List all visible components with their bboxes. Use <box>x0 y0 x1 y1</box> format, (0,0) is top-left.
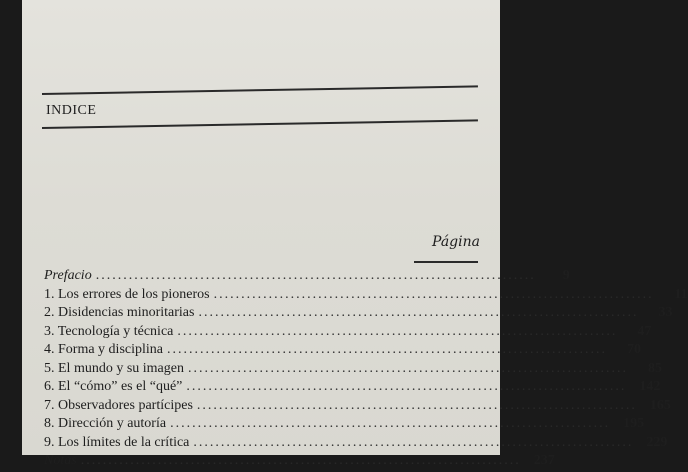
toc-entry-page: 70 <box>627 342 641 357</box>
toc-entry-page: 237 <box>533 453 555 468</box>
toc-entry-title: 5. El mundo y su imagen <box>44 360 184 376</box>
dot-leader: ................................................................................ <box>213 286 654 302</box>
toc-entry-page: 229 <box>646 434 668 450</box>
dot-leader: ................................................................................ <box>198 305 639 320</box>
toc-entry-title: 6. El “cómo” es el “qué” <box>44 379 183 394</box>
toc-entry <box>44 286 688 306</box>
toc-entry-title: 8. Dirección y autoría <box>44 416 167 431</box>
toc-entry <box>44 342 641 361</box>
bottom-rule <box>42 119 478 129</box>
toc-entry-page: 85 <box>648 360 662 376</box>
toc-entry-page: 47 <box>637 323 652 339</box>
toc-entry-title: 9. Los límites de la crítica <box>44 434 190 450</box>
dot-leader: ................................................................................ <box>186 379 627 394</box>
index-heading: INDICE <box>46 103 97 118</box>
dot-leader: ................................................................................ <box>80 453 521 468</box>
toc-entry-page: 9 <box>562 268 570 283</box>
top-rule <box>42 85 478 95</box>
page-column-header: Página <box>432 234 480 250</box>
toc-entry <box>44 397 671 417</box>
toc-entry <box>44 434 668 454</box>
toc-entry-title: Prefacio <box>44 268 92 283</box>
toc-entry <box>44 305 673 324</box>
toc-entry-title: 3. Tecnología y técnica <box>44 323 174 339</box>
dot-leader: ................................................................................ <box>95 268 536 283</box>
toc-entry-page: 11 <box>674 286 688 302</box>
toc-entry <box>44 416 645 435</box>
dot-leader: ................................................................................ <box>167 342 607 357</box>
dot-leader: ................................................................................ <box>177 323 618 339</box>
toc-entry <box>44 268 570 287</box>
dot-leader: ................................................................................ <box>193 434 634 450</box>
toc-entry-page: 195 <box>623 416 645 431</box>
toc-entry-title: 1. Los errores de los pioneros <box>44 286 210 302</box>
book-page <box>22 0 688 468</box>
toc-entry-page: 33 <box>658 305 673 320</box>
page-column-rule <box>414 261 478 263</box>
toc-entry <box>44 323 652 343</box>
toc-entry-title: 2. Disidencias minoritarias <box>44 305 195 320</box>
toc-entry-title: 7. Observadores partícipes <box>44 397 193 413</box>
toc-entry-title: 4. Forma y disciplina <box>44 342 163 357</box>
dot-leader: ................................................................................ <box>170 416 611 431</box>
dot-leader: ................................................................................ <box>196 397 637 413</box>
toc-entry-title: Notas <box>44 453 77 468</box>
toc-entry-page: 165 <box>649 397 671 413</box>
toc-entry <box>44 360 662 380</box>
toc-entry <box>44 453 555 472</box>
toc-entry <box>44 379 661 398</box>
table-of-contents <box>44 268 688 472</box>
dot-leader: ................................................................................ <box>188 360 628 376</box>
toc-entry-page: 142 <box>639 379 661 394</box>
